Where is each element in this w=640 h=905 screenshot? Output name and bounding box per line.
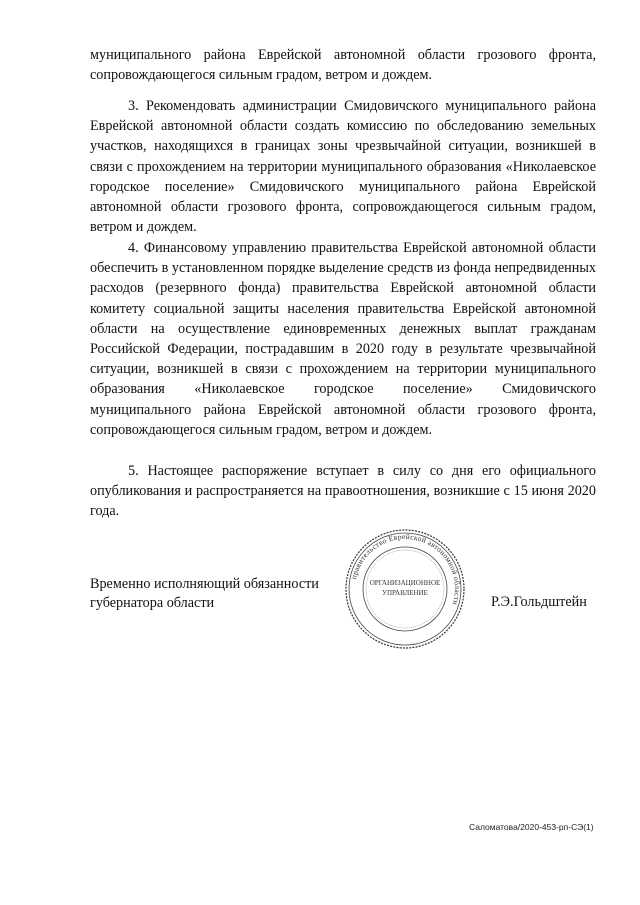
seal-inner-line2: УПРАВЛЕНИЕ [382, 589, 428, 597]
paragraph-5 [90, 461, 596, 522]
seal-inner-line1: ОРГАНИЗАЦИОННОЕ [369, 579, 441, 587]
document-code: Саломатова/2020-453-рп-СЭ(1) [469, 822, 594, 832]
paragraph-3 [90, 96, 596, 237]
paragraph-3-text: 3. Рекомендовать администрации Смидовичского муниципального района Еврейской автономной области создать комиссию по обследованию земельных участков, находящихся в границах зоны чрезвычайной ситуации, возникшей в связи с прохождением на территории муниципального образования «Николаевское городское поселение» Смидовичского муниципального района Еврейской автономной области грозового фронта, сопровождающегося сильным градом, ветром и дождем. [90, 98, 596, 236]
seal-outer-text: правительство Еврейской автономной области [349, 531, 463, 607]
official-seal-stamp [343, 527, 467, 651]
signatory-position-line2: губернатора области [90, 595, 215, 611]
paragraph-4-text: 4. Финансовому управлению правительства Еврейской автономной области обеспечить в установленном порядке выделение средств из фонда непредвиденных расходов (резервного фонда) правительства Еврейской автономной области комитету социальной защиты населения правительства Еврейской автономной области на осуществление единовременных денежных выплат гражданам Российской Федерации, пострадавшим в 2020 году в результате чрезвычайной ситуации, возникшей в связи с прохождением на территории муниципального образования «Николаевское городское поселение» Смидовичского муниципального района Еврейской автономной области грозового фронта, сопровождающегося сильным градом, ветром и дождем. [90, 240, 596, 438]
paragraph-4 [90, 238, 596, 440]
continuation-text: муниципального района Еврейской автономной области грозового фронта, сопровождающегося сильным градом, ветром и дождем. [90, 47, 596, 84]
signatory-position [90, 575, 319, 613]
continuation-paragraph [90, 45, 596, 85]
signatory-position-line1: Временно исполняющий обязанности [90, 576, 319, 592]
signer-name: Р.Э.Гольдштейн [491, 594, 587, 610]
paragraph-5-text: 5. Настоящее распоряжение вступает в силу со дня его официального опубликования и распространяется на правоотношения, возникшие с 15 июня 2020 года. [90, 463, 596, 520]
